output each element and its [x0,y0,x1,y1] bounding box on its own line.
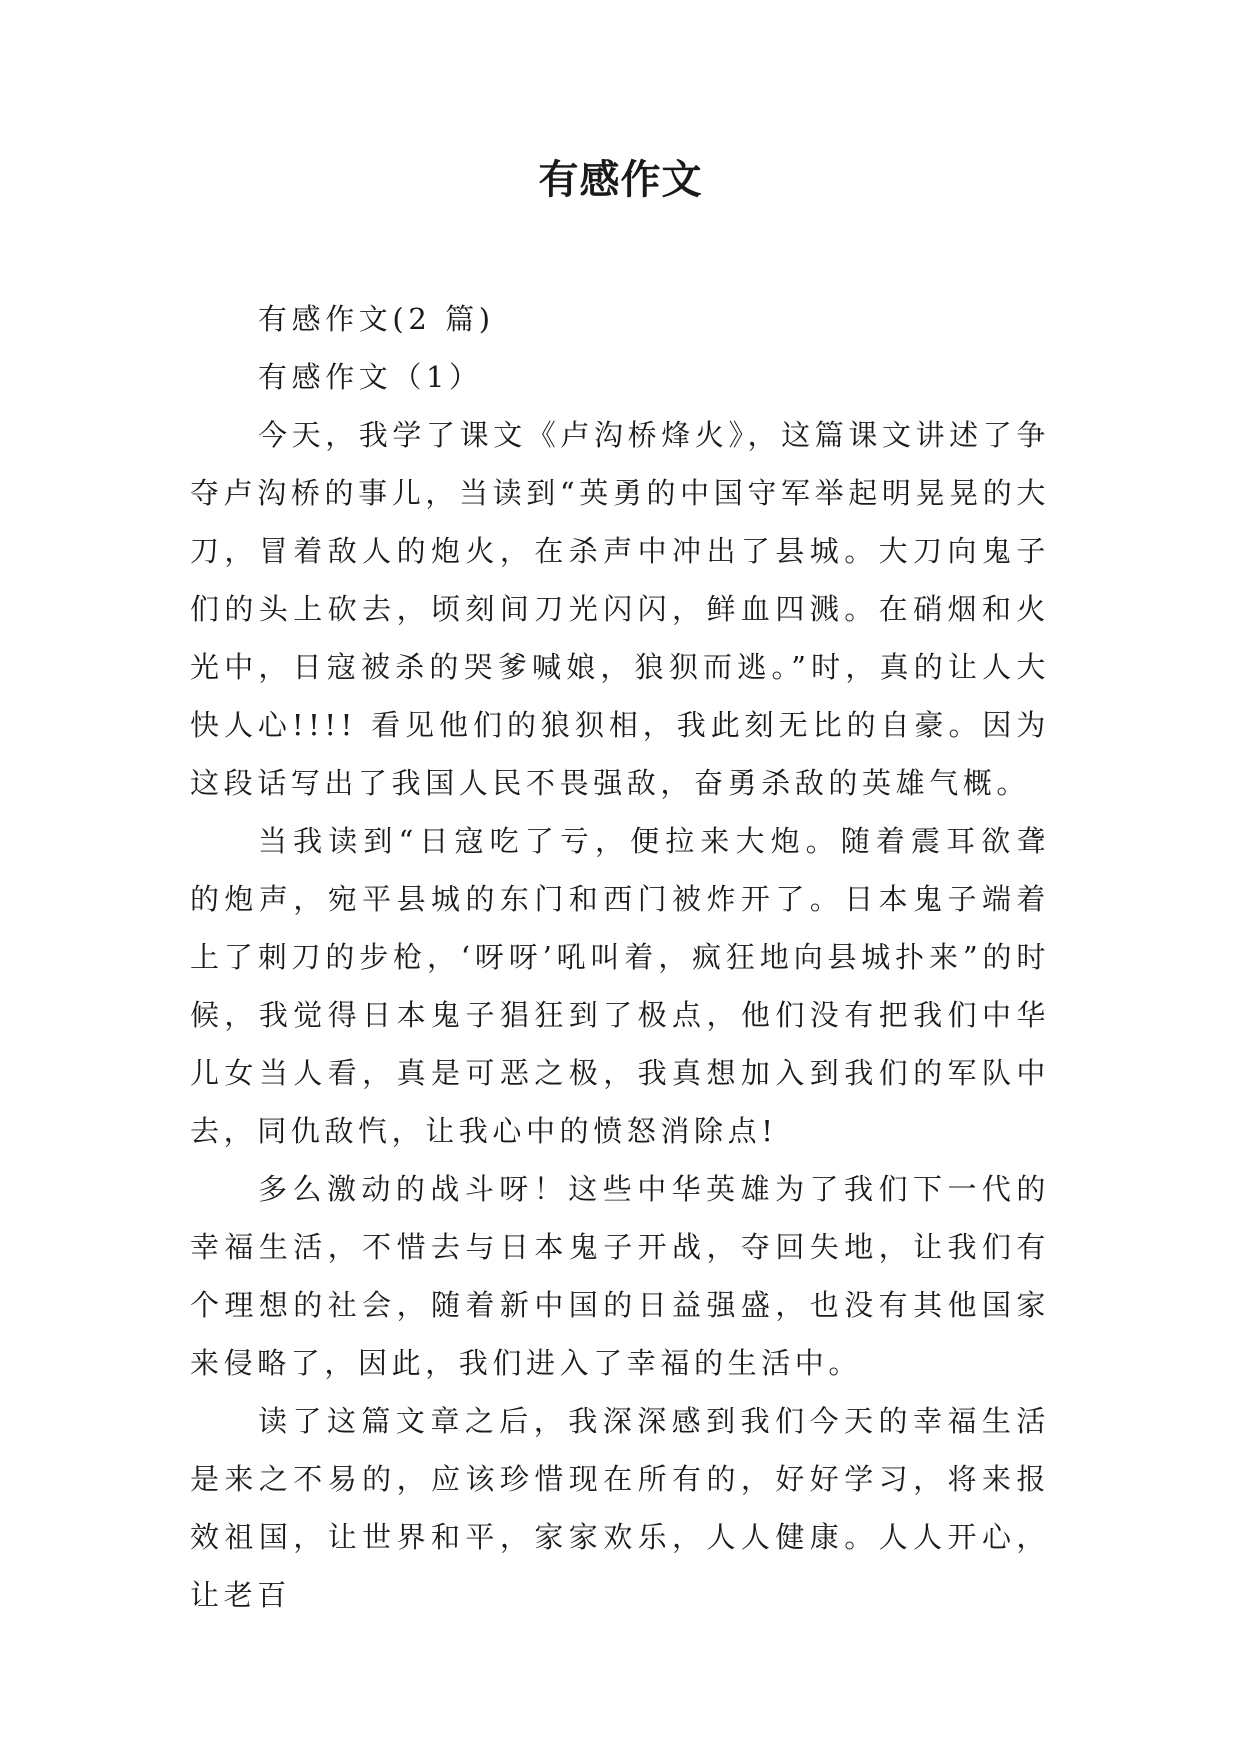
body-paragraph: 当我读到“日寇吃了亏，便拉来大炮。随着震耳欲聋的炮声，宛平县城的东门和西门被炸开了。日本鬼子端着上了刺刀的步枪，‘呀呀’吼叫着，疯狂地向县城扑来”的时候，我觉得日本鬼子猖狂到了极点，他们没有把我们中华儿女当人看，真是可恶之极，我真想加入到我们的军队中去，同仇敌忾，让我心中的愤怒消除点! [190,824,1050,1148]
document-title: 有感作文 [538,157,703,203]
body-paragraph: 多么激动的战斗呀！这些中华英雄为了我们下一代的幸福生活，不惜去与日本鬼子开战，夺回失地，让我们有个理想的社会，随着新中国的日益强盛，也没有其他国家来侵略了，因此，我们进入了幸福的生活中。 [190,1172,1050,1380]
body-paragraph: 今天，我学了课文《卢沟桥烽火》，这篇课文讲述了争夺卢沟桥的事儿，当读到“英勇的中国守军举起明晃晃的大刀，冒着敌人的炮火，在杀声中冲出了县城。大刀向鬼子们的头上砍去，顷刻间刀光闪闪，鲜血四溅。在硝烟和火光中，日寇被杀的哭爹喊娘，狼狈而逃。”时，真的让人大快人心!!!! 看见他们的狼狈相，我此刻无比的自豪。因为这段话写出了我国人民不畏强敌，奋勇杀敌的英雄气概。 [190,418,1050,800]
subtitle-essay-1: 有感作文（1） [258,360,483,394]
document-body [190,290,1050,1624]
body-paragraph: 读了这篇文章之后，我深深感到我们今天的幸福生活是来之不易的，应该珍惜现在所有的，好好学习，将来报效祖国，让世界和平，家家欢乐，人人健康。人人开心，让老百 [190,1404,1050,1612]
subtitle-collection: 有感作文(2 篇) [258,302,495,336]
